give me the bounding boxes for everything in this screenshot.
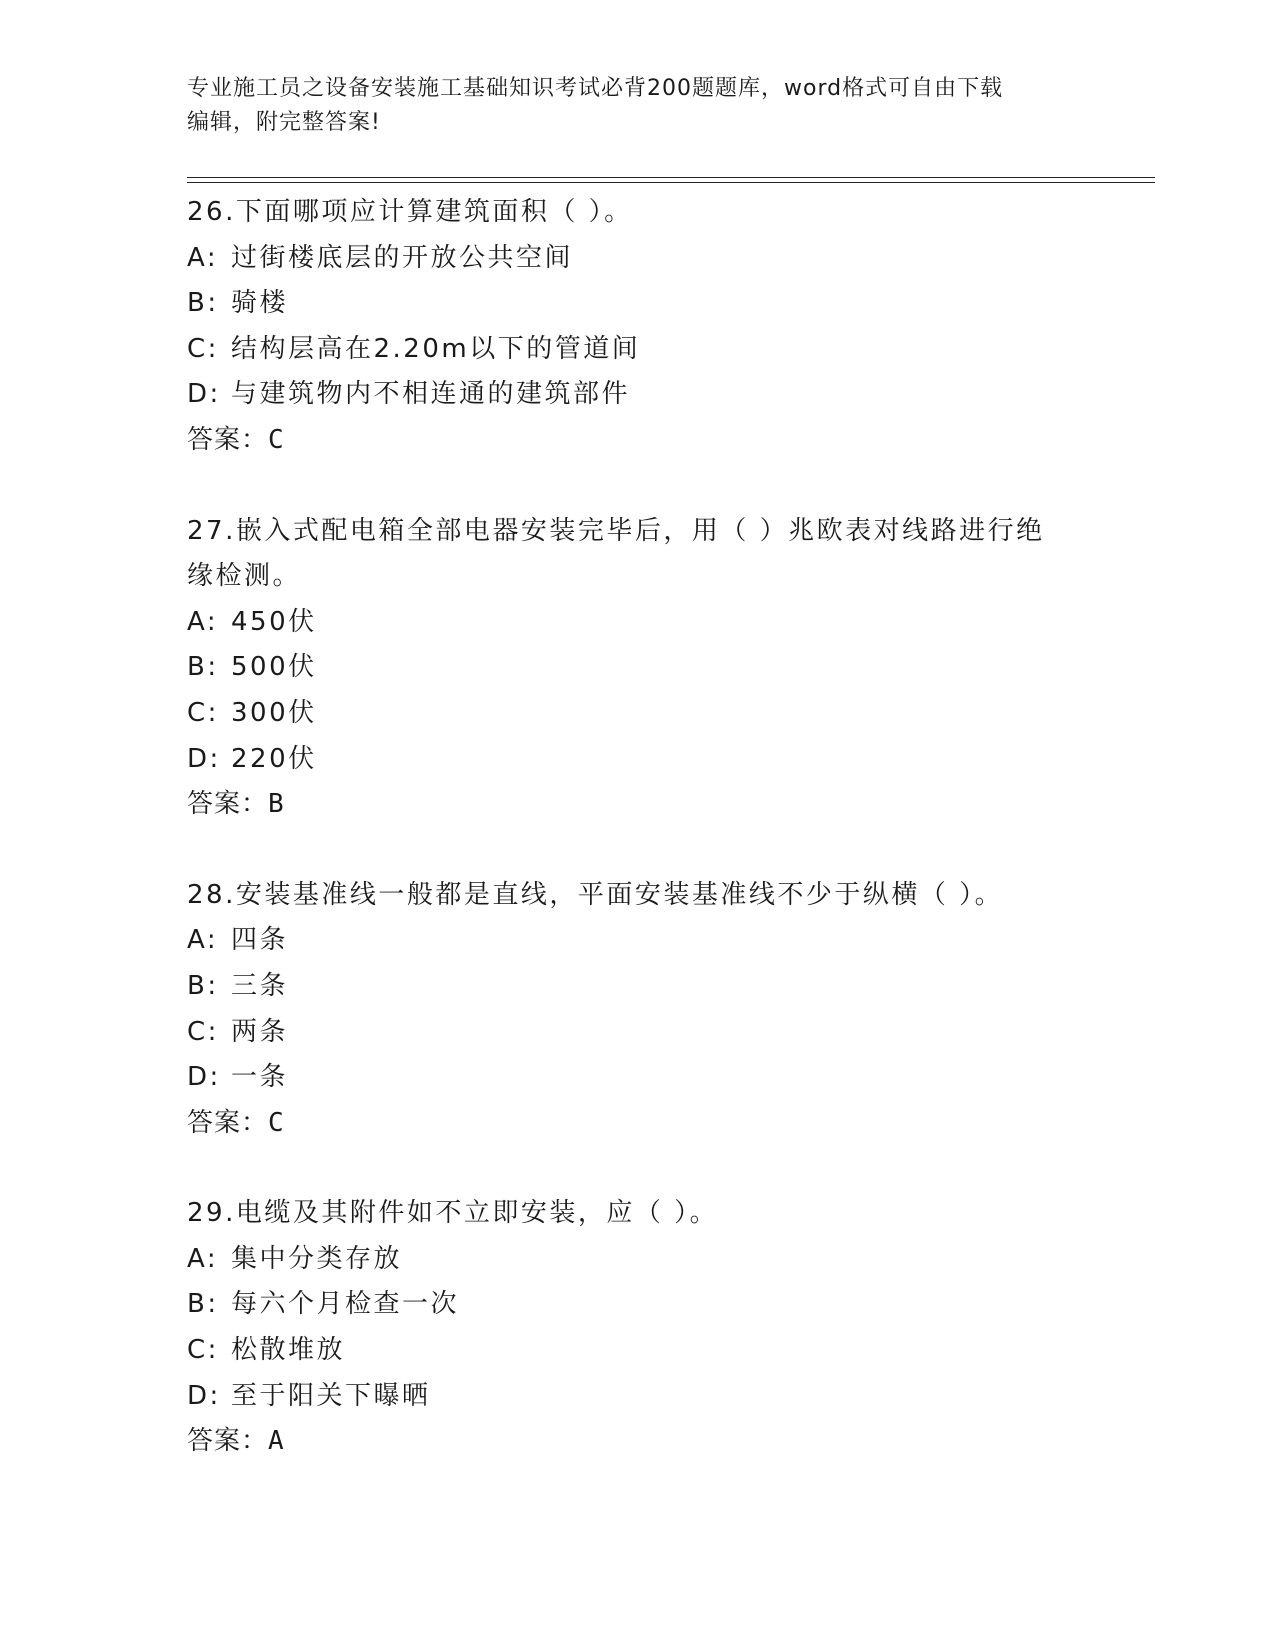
option-text: 至于阳关下曝晒 (231, 1380, 431, 1411)
option-c (187, 1010, 1087, 1056)
question-list (187, 190, 1087, 1510)
option-b (187, 645, 1087, 691)
option-letter: C: (187, 333, 219, 364)
header-line-2: 编辑，附完整答案! (187, 110, 381, 135)
answer-value: C (268, 424, 284, 455)
option-text: 500伏 (231, 652, 317, 683)
option-text: 220伏 (231, 743, 317, 774)
option-c (187, 691, 1087, 737)
question-26 (187, 190, 1087, 464)
option-d (187, 372, 1087, 418)
option-b (187, 281, 1087, 327)
option-letter: B: (187, 970, 219, 1001)
option-c (187, 327, 1087, 373)
option-d (187, 1374, 1087, 1420)
option-letter: B: (187, 652, 219, 683)
option-text: 300伏 (231, 697, 317, 728)
answer-line (187, 1419, 1087, 1465)
option-letter: D: (187, 379, 221, 410)
option-d (187, 1055, 1087, 1101)
option-letter: C: (187, 697, 219, 728)
option-letter: A: (187, 606, 219, 637)
question-27 (187, 509, 1087, 828)
header-divider-bottom (187, 182, 1155, 183)
option-text: 骑楼 (231, 288, 289, 319)
option-a (187, 600, 1087, 646)
option-letter: D: (187, 1380, 221, 1411)
option-b (187, 964, 1087, 1010)
option-text: 过街楼底层的开放公共空间 (231, 242, 574, 273)
answer-label: 答案： (187, 424, 269, 455)
option-letter: D: (187, 743, 221, 774)
question-29 (187, 1191, 1087, 1465)
question-stem: 28.安装基准线一般都是直线，平面安装基准线不少于纵横（ ）。 (187, 879, 1004, 910)
option-letter: D: (187, 1062, 221, 1093)
option-text: 450伏 (231, 606, 317, 637)
option-letter: C: (187, 1016, 219, 1047)
answer-label: 答案： (187, 1426, 269, 1457)
answer-line (187, 418, 1087, 464)
document-header (187, 72, 1087, 140)
option-text: 四条 (231, 925, 289, 956)
answer-line (187, 1101, 1087, 1147)
option-letter: A: (187, 925, 219, 956)
question-stem: 26.下面哪项应计算建筑面积（ ）。 (187, 197, 633, 227)
header-line-1: 专业施工员之设备安装施工基础知识考试必背200题题库，word格式可自由下载 (187, 76, 1004, 101)
option-a (187, 1237, 1087, 1283)
option-text: 每六个月检查一次 (231, 1289, 460, 1320)
option-letter: B: (187, 288, 219, 319)
option-a (187, 918, 1087, 964)
option-text: 集中分类存放 (231, 1243, 403, 1274)
question-stem-continued: 缘检测。 (187, 561, 302, 592)
option-letter: C: (187, 1335, 219, 1366)
option-d (187, 737, 1087, 783)
question-28 (187, 873, 1087, 1147)
option-text: 一条 (231, 1062, 289, 1093)
option-a (187, 236, 1087, 282)
option-text: 与建筑物内不相连通的建筑部件 (231, 379, 631, 410)
option-text: 三条 (231, 970, 289, 1001)
option-text: 松散堆放 (231, 1335, 346, 1366)
answer-label: 答案： (187, 1107, 269, 1138)
answer-value: B (268, 789, 284, 820)
answer-value: C (268, 1107, 284, 1138)
answer-line (187, 782, 1087, 828)
option-text: 两条 (231, 1016, 289, 1047)
option-text: 结构层高在2.20m以下的管道间 (231, 333, 641, 364)
option-b (187, 1282, 1087, 1328)
answer-label: 答案： (187, 789, 269, 820)
option-letter: A: (187, 242, 219, 273)
question-stem: 27.嵌入式配电箱全部电器安装完毕后，用（ ）兆欧表对线路进行绝 (187, 515, 1045, 546)
header-divider-top (187, 177, 1155, 178)
question-stem: 29.电缆及其附件如不立即安装，应（ ）。 (187, 1198, 719, 1229)
option-letter: B: (187, 1289, 219, 1320)
option-letter: A: (187, 1243, 219, 1274)
option-c (187, 1328, 1087, 1374)
answer-value: A (268, 1426, 284, 1457)
